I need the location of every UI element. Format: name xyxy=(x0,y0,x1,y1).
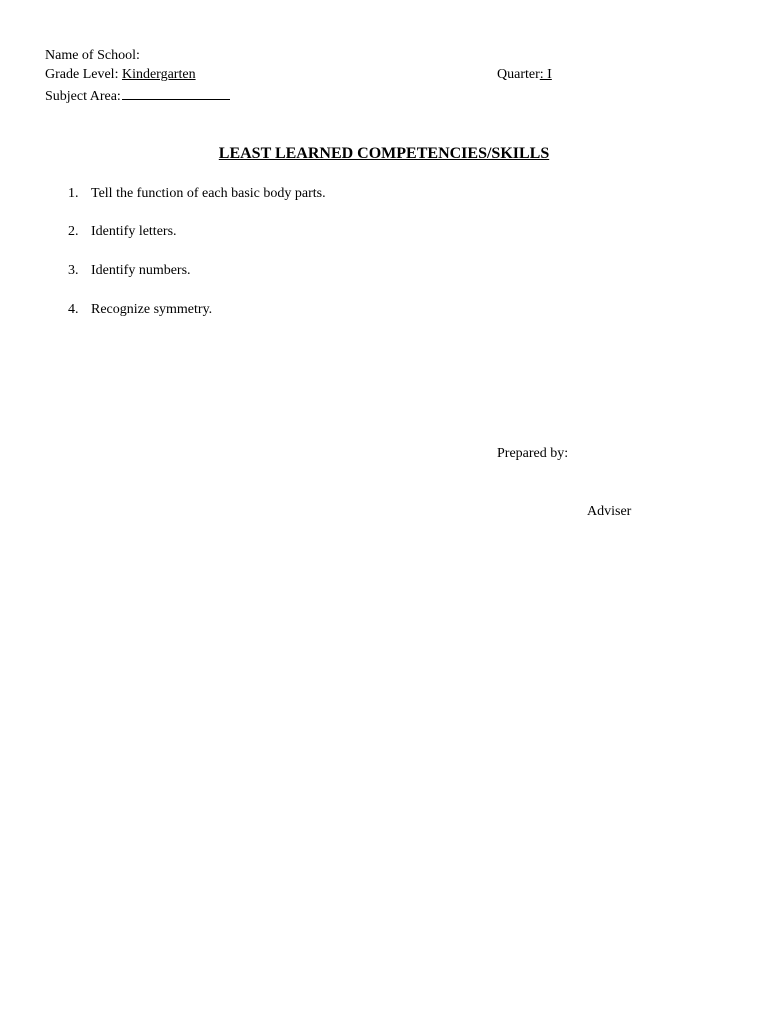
adviser-label: Adviser xyxy=(587,504,632,519)
document-title: LEAST LEARNED COMPETENCIES/SKILLS xyxy=(218,145,550,162)
list-item-text: Tell the function of each basic body parts. xyxy=(91,186,326,201)
list-item-number: 1. xyxy=(68,186,79,201)
grade-level-value: Kindergarten xyxy=(121,67,196,82)
subject-area-row xyxy=(45,85,230,107)
quarter-row xyxy=(497,65,552,85)
list-item-text: Identify letters. xyxy=(91,224,177,239)
list-item-text: Recognize symmetry. xyxy=(91,302,213,317)
subject-area-label: Subject Area: xyxy=(45,89,121,104)
quarter-value: : I xyxy=(539,67,552,82)
list-item-number: 4. xyxy=(68,302,79,317)
prepared-by-label: Prepared by: xyxy=(497,446,569,461)
list-item-number: 3. xyxy=(68,263,79,278)
quarter-label: Quarter xyxy=(497,67,540,82)
subject-area-blank xyxy=(122,85,230,100)
grade-level-row xyxy=(45,65,196,85)
school-name-label: Name of School: xyxy=(45,48,140,63)
list-item-text: Identify numbers. xyxy=(91,263,191,278)
list-item-number: 2. xyxy=(68,224,79,239)
grade-level-label: Grade Level: xyxy=(45,67,119,82)
